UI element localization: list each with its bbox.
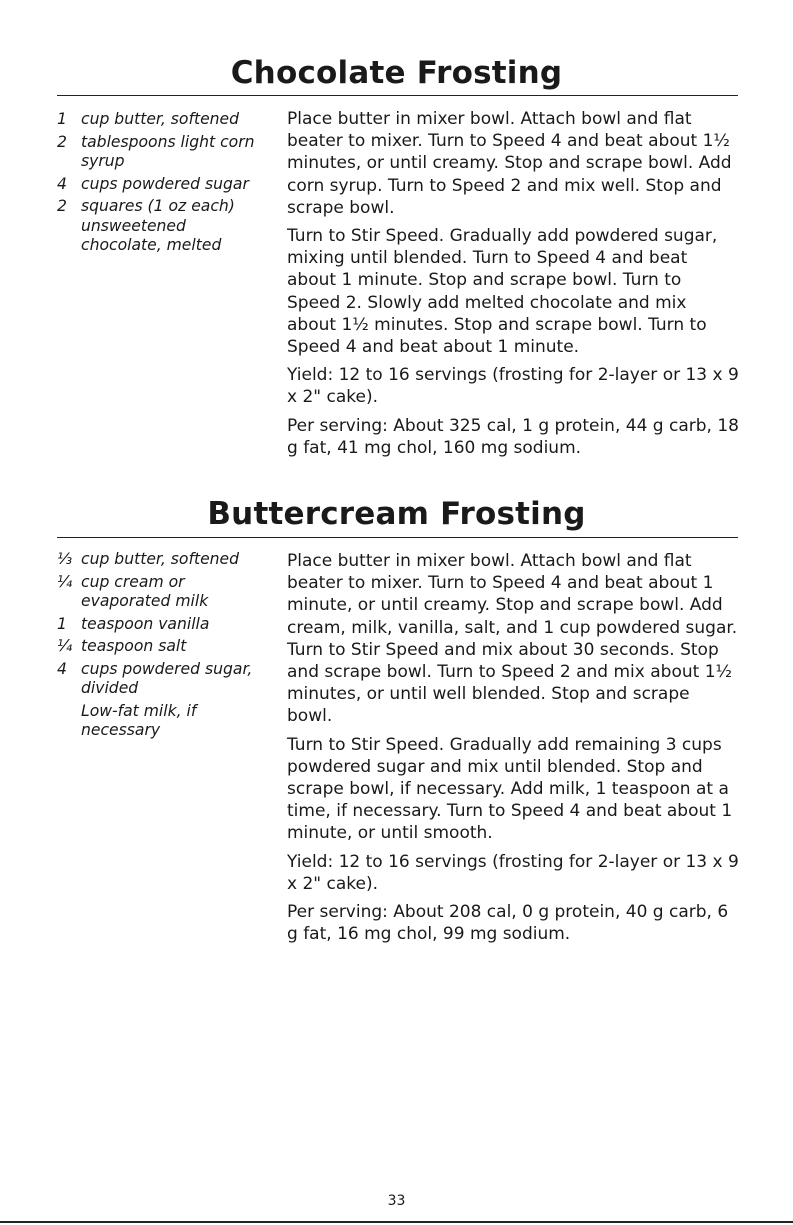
ingredient-text: cup butter, softened bbox=[81, 110, 240, 128]
method-paragraph: Place butter in mixer bowl. Attach bowl and flat beater to mixer. Turn to Speed 4 and beat about 1½ minutes, or until creamy. Stop and scrape bowl. Add corn syrup. Turn to Speed 2 and mix well. Stop and scrape bowl. bbox=[287, 109, 732, 218]
ingredient-quantity: ¼ bbox=[57, 637, 73, 655]
recipe-title-chocolate: Chocolate Frosting bbox=[230, 55, 563, 91]
method-paragraph: Place butter in mixer bowl. Attach bowl and flat beater to mixer. Turn to Speed 4 and beat about 1 minute, or until creamy. Stop and scrape bowl. Add cream, milk, vanilla, salt, and 1 cup powdered sugar. Turn to Stir Speed and mix about 30 seconds. Stop and scrape bowl. Turn to Speed 2 and mix about 1½ minutes, or until well blended. Stop and scrape bowl. bbox=[287, 551, 738, 727]
method-paragraph: Yield: 12 to 16 servings (frosting for 2-layer or 13 x 9 x 2" cake). bbox=[287, 365, 739, 408]
ingredient-text: tablespoons light corn syrup bbox=[81, 132, 255, 170]
ingredient-quantity: ¼ bbox=[57, 572, 73, 591]
ingredient-list-buttercream bbox=[57, 550, 267, 744]
method-paragraph: Turn to Stir Speed. Gradually add remaining 3 cups powdered sugar and mix until blended. Stop and scrape bowl, if necessary. Add milk, 1 teaspoon at a time, if necessary. Turn to Speed 4 and beat about 1 minute, or until smooth. bbox=[287, 734, 733, 844]
method-paragraph: Yield: 12 to 16 servings (frosting for 2-layer or 13 x 9 x 2" cake). bbox=[287, 851, 739, 894]
ingredient-item bbox=[57, 110, 267, 130]
method-paragraph: Per serving: About 208 cal, 0 g protein, 40 g carb, 6 g fat, 16 mg chol, 99 mg sodium. bbox=[287, 902, 729, 945]
ingredient-item bbox=[57, 637, 267, 657]
ingredient-text: cup butter, softened bbox=[81, 550, 240, 568]
ingredient-text: cup cream or evaporated milk bbox=[81, 572, 209, 610]
ingredient-quantity: 1 bbox=[57, 110, 67, 128]
ingredient-item bbox=[57, 702, 267, 741]
page-number: 33 bbox=[387, 1193, 406, 1209]
method-chocolate bbox=[287, 108, 739, 465]
ingredient-quantity: 2 bbox=[57, 197, 67, 215]
recipe-title-buttercream: Buttercream Frosting bbox=[207, 496, 586, 532]
ingredient-quantity: 4 bbox=[57, 174, 67, 193]
ingredient-item bbox=[57, 615, 267, 635]
ingredient-item bbox=[57, 133, 267, 172]
title-divider bbox=[57, 537, 738, 538]
ingredient-text: cups powdered sugar bbox=[81, 174, 249, 193]
ingredient-item bbox=[57, 573, 267, 612]
method-paragraph: Turn to Stir Speed. Gradually add powdered sugar, mixing until blended. Turn to Speed 4 and beat about 1 minute. Stop and scrape bowl. Turn to Speed 2. Slowly add melted chocolate and mix about 1½ minutes. Stop and scrape bowl. Turn to Speed 4 and beat about 1 minute. bbox=[287, 226, 718, 358]
ingredient-text: cups powdered sugar, divided bbox=[81, 659, 253, 697]
ingredient-text: Low-fat milk, if necessary bbox=[81, 701, 197, 739]
bottom-border bbox=[0, 1221, 793, 1223]
ingredient-item bbox=[57, 550, 267, 570]
ingredient-text: squares (1 oz each) unsweetened chocolate, melted bbox=[81, 197, 235, 254]
method-paragraph: Per serving: About 325 cal, 1 g protein, 44 g carb, 18 g fat, 41 mg chol, 160 mg sodium. bbox=[287, 415, 739, 458]
ingredient-item bbox=[57, 197, 267, 256]
ingredient-quantity: 1 bbox=[57, 614, 67, 633]
ingredient-quantity: ⅓ bbox=[57, 550, 73, 568]
title-divider bbox=[57, 95, 738, 96]
ingredient-quantity: 4 bbox=[57, 659, 67, 678]
ingredient-item bbox=[57, 175, 267, 195]
ingredient-list-chocolate bbox=[57, 110, 267, 259]
ingredient-text: teaspoon salt bbox=[81, 637, 187, 655]
ingredient-item bbox=[57, 660, 267, 699]
ingredient-text: teaspoon vanilla bbox=[81, 614, 210, 633]
method-buttercream bbox=[287, 550, 739, 951]
ingredient-quantity: 2 bbox=[57, 132, 67, 151]
